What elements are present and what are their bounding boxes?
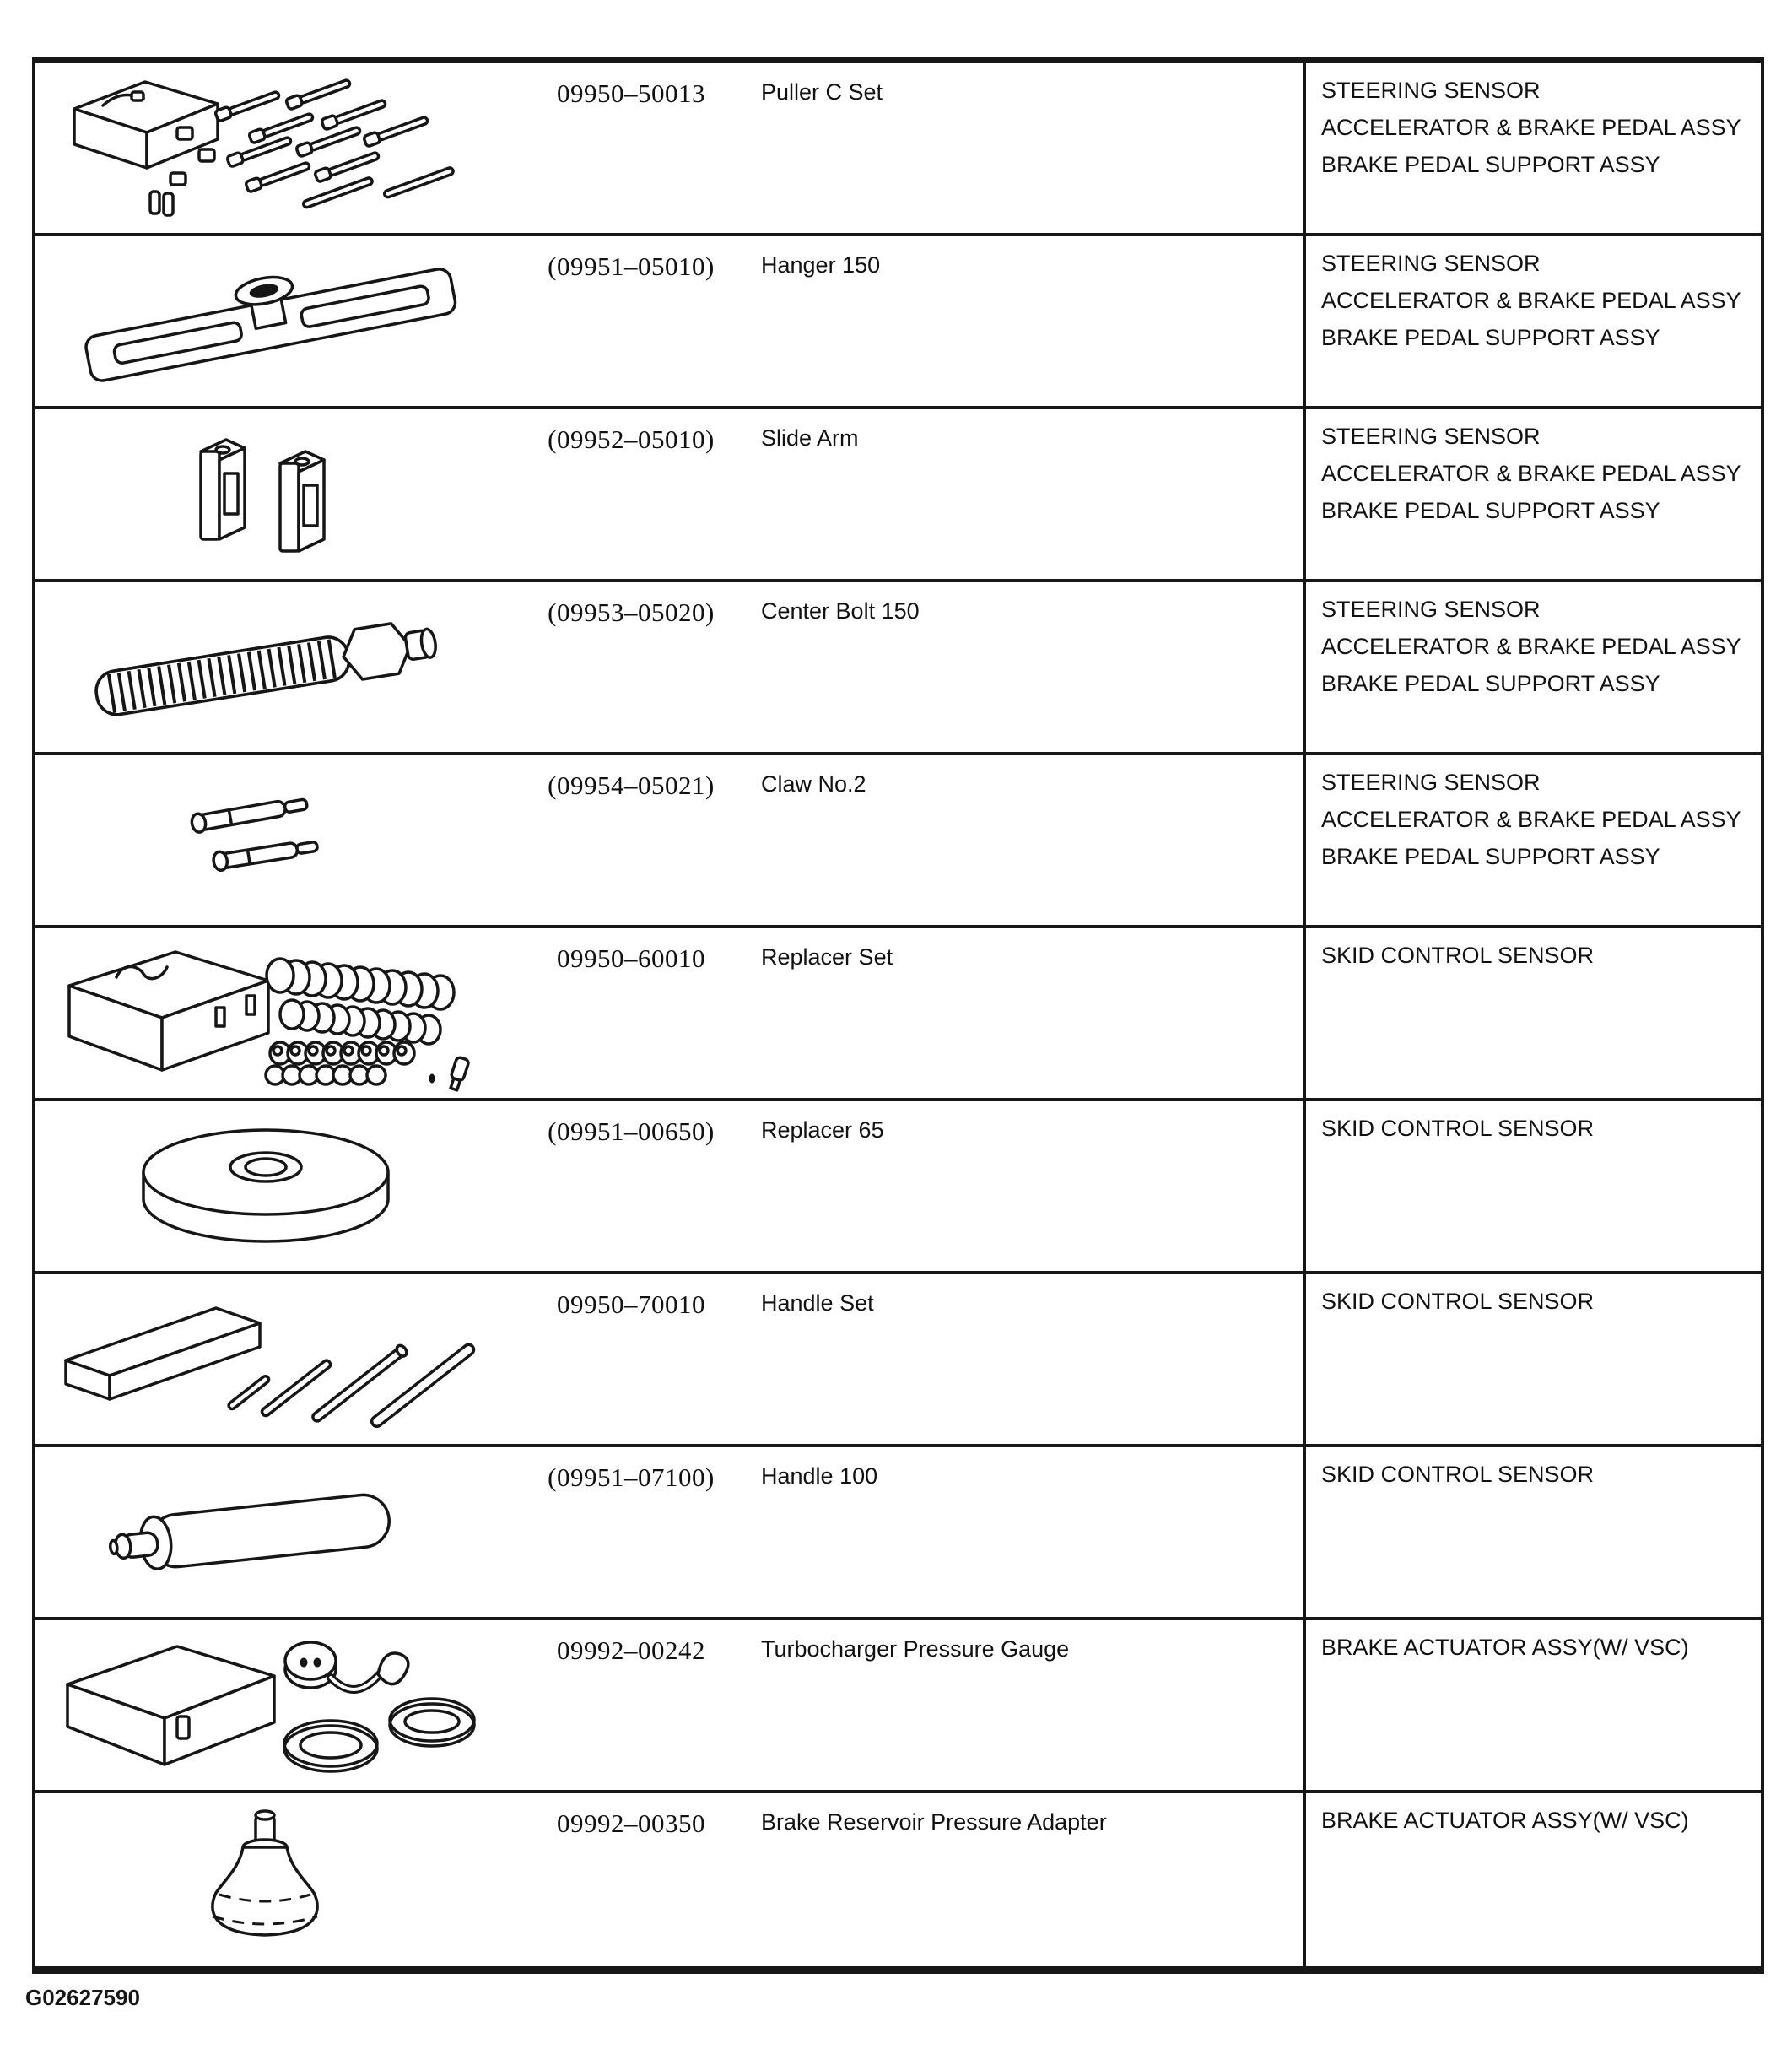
application-line: ACCELERATOR & BRAKE PEDAL ASSY (1321, 115, 1741, 140)
table-row (35, 1793, 1761, 1966)
tool-name: Brake Reservoir Pressure Adapter (761, 1809, 1107, 1835)
table-row (35, 1274, 1761, 1447)
application-line: STEERING SENSOR (1321, 597, 1541, 622)
center-bolt-150-illustration (35, 582, 505, 752)
tool-name: Slide Arm (761, 425, 859, 451)
claw-no2-illustration (35, 755, 505, 925)
application-line: STEERING SENSOR (1321, 770, 1541, 795)
tool-name: Puller C Set (761, 79, 883, 105)
part-number: (09951–07100) (548, 1462, 715, 1492)
application-line: BRAKE PEDAL SUPPORT ASSY (1321, 325, 1660, 350)
table-row (35, 409, 1761, 582)
table-row (35, 755, 1761, 928)
application-cell (1306, 1793, 1761, 1966)
application-line: BRAKE ACTUATOR ASSY(W/ VSC) (1321, 1808, 1689, 1833)
slide-arm-illustration (35, 409, 505, 579)
handle-set-illustration (35, 1274, 505, 1444)
application-line: ACCELERATOR & BRAKE PEDAL ASSY (1321, 288, 1741, 313)
application-cell (1306, 582, 1761, 752)
application-line: BRAKE PEDAL SUPPORT ASSY (1321, 152, 1660, 177)
application-line: ACCELERATOR & BRAKE PEDAL ASSY (1321, 634, 1741, 659)
application-line: SKID CONTROL SENSOR (1321, 1116, 1595, 1141)
table-row (35, 1620, 1761, 1793)
application-line: SKID CONTROL SENSOR (1321, 1289, 1595, 1314)
application-line: STEERING SENSOR (1321, 251, 1541, 276)
table-row (35, 236, 1761, 409)
tool-name: Claw No.2 (761, 771, 866, 797)
part-number: 09950–70010 (557, 1289, 705, 1319)
application-cell (1306, 1274, 1761, 1444)
application-line: STEERING SENSOR (1321, 424, 1541, 449)
application-cell (1306, 236, 1761, 406)
sst-table (32, 57, 1764, 1974)
puller-c-set-illustration (35, 63, 505, 233)
table-row (35, 1101, 1761, 1274)
application-line: STEERING SENSOR (1321, 78, 1541, 103)
tool-name: Handle 100 (761, 1463, 878, 1489)
part-number: 09950–60010 (557, 943, 705, 973)
tool-name: Replacer Set (761, 944, 893, 970)
part-number: (09952–05010) (548, 424, 715, 454)
part-number: 09950–50013 (557, 78, 705, 108)
turbocharger-pressure-gauge-illustration (35, 1620, 505, 1790)
tool-name: Replacer 65 (761, 1117, 884, 1143)
application-cell (1306, 409, 1761, 579)
part-number: (09951–05010) (548, 251, 715, 281)
application-cell (1306, 1447, 1761, 1617)
part-number: (09951–00650) (548, 1116, 715, 1146)
replacer-set-illustration (35, 928, 505, 1098)
application-line: SKID CONTROL SENSOR (1321, 1462, 1595, 1487)
application-line: BRAKE PEDAL SUPPORT ASSY (1321, 498, 1660, 523)
application-line: BRAKE ACTUATOR ASSY(W/ VSC) (1321, 1635, 1689, 1660)
application-cell (1306, 1101, 1761, 1271)
part-number: 09992–00242 (557, 1635, 705, 1665)
application-cell (1306, 63, 1761, 233)
application-line: BRAKE PEDAL SUPPORT ASSY (1321, 671, 1660, 696)
replacer-65-illustration (35, 1101, 505, 1271)
hanger-150-illustration (35, 236, 505, 406)
application-cell (1306, 755, 1761, 925)
part-number: 09992–00350 (557, 1808, 705, 1838)
tool-name: Turbocharger Pressure Gauge (761, 1636, 1070, 1662)
application-line: BRAKE PEDAL SUPPORT ASSY (1321, 844, 1660, 869)
tool-name: Center Bolt 150 (761, 598, 920, 624)
application-line: ACCELERATOR & BRAKE PEDAL ASSY (1321, 807, 1741, 832)
brake-reservoir-pressure-adapter-illustration (35, 1793, 505, 1966)
tool-name: Handle Set (761, 1290, 874, 1316)
handle-100-illustration (35, 1447, 505, 1617)
application-line: SKID CONTROL SENSOR (1321, 943, 1595, 968)
table-row (35, 1447, 1761, 1620)
table-row (35, 928, 1761, 1101)
figure-code: G02627590 (25, 1985, 140, 2010)
part-number: (09954–05021) (548, 770, 715, 800)
table-row (35, 582, 1761, 755)
application-line: ACCELERATOR & BRAKE PEDAL ASSY (1321, 461, 1741, 486)
application-cell (1306, 928, 1761, 1098)
table-row (35, 63, 1761, 236)
tool-name: Hanger 150 (761, 252, 881, 278)
part-number: (09953–05020) (548, 597, 715, 627)
application-cell (1306, 1620, 1761, 1790)
